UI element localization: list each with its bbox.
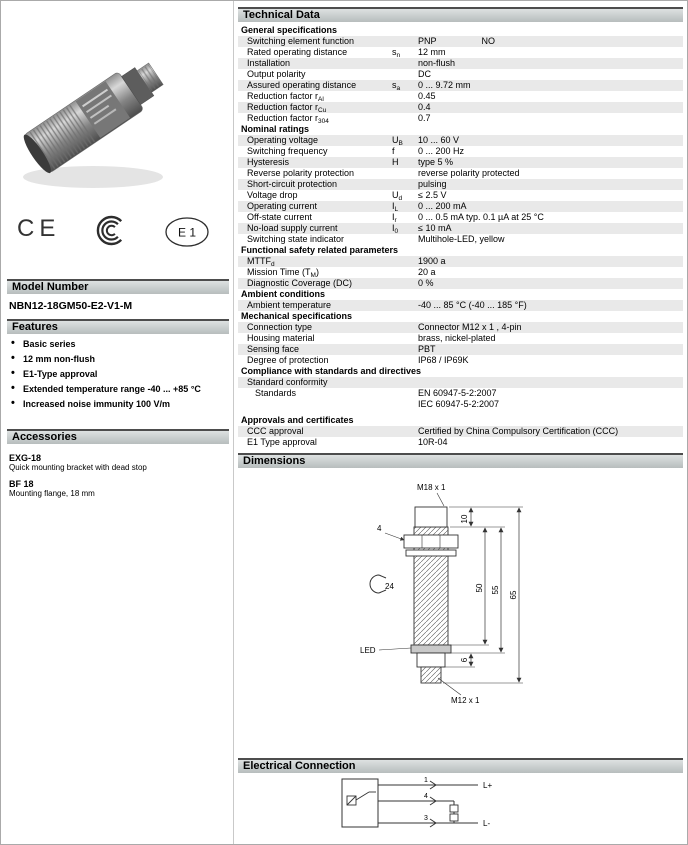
spec-symbol: $U_B$: [392, 135, 403, 147]
spec-symbol: $I_L$: [392, 201, 399, 213]
spec-value: brass, nickel-plated: [418, 333, 496, 343]
dim-led-label: LED: [360, 646, 376, 655]
spec-symbol: [392, 377, 418, 388]
spec-value: type 5 %: [418, 157, 454, 167]
accessory-description: Quick mounting bracket with dead stop: [9, 463, 147, 472]
spec-row: [238, 426, 683, 437]
certification-marks: [7, 211, 229, 257]
product-photo-image: [9, 11, 189, 209]
spec-section-header: Compliance with standards and directives: [238, 366, 683, 377]
spec-row: [238, 168, 683, 179]
spec-value: pulsing: [418, 179, 447, 189]
spec-symbol: [392, 91, 418, 102]
spec-label: Operating voltage: [247, 135, 319, 145]
spec-row: [238, 212, 683, 223]
spec-row: [238, 58, 683, 69]
spec-symbol: [392, 426, 418, 437]
accessory-description: Mounting flange, 18 mm: [9, 489, 95, 498]
spec-symbol: [392, 333, 418, 344]
supply-negative-label: L-: [483, 819, 491, 828]
dim-thread-top-label: M18 x 1: [417, 483, 446, 492]
spec-value-2: NO: [481, 36, 496, 46]
feature-item: • Extended temperature range -40 ... +85 °C: [11, 384, 207, 395]
spec-label: Reduction factor $r_{304}$: [247, 113, 329, 125]
spec-row: [238, 69, 683, 80]
spec-row: [238, 201, 683, 212]
spec-value: -40 ... 85 °C (-40 ... 185 °F): [418, 300, 527, 310]
spec-label: Reduction factor $r_{Cu}$: [247, 102, 327, 114]
spec-value: reverse polarity protected: [418, 168, 520, 178]
spec-symbol: $s_n$: [392, 47, 401, 59]
spec-label: Switching frequency: [247, 146, 328, 156]
spec-symbol: $s_a$: [392, 80, 401, 92]
spec-value: ≤ 2.5 V: [418, 190, 447, 200]
pin1-label: 1: [424, 777, 428, 784]
spec-label: Connection type: [247, 322, 313, 332]
spec-value: 12 mm: [418, 47, 446, 57]
spec-value: [418, 377, 683, 388]
e1-mark-icon: [163, 215, 213, 251]
dim-65-label: 65: [509, 590, 518, 600]
spec-label: Installation: [247, 58, 291, 68]
spec-label: Diagnostic Coverage (DC): [247, 278, 353, 288]
spec-value: 0.45: [418, 91, 436, 101]
spec-symbol: [392, 58, 418, 69]
features-header: Features: [7, 319, 229, 334]
spec-label: CCC approval: [247, 426, 304, 436]
dim-thread-bottom-label: M12 x 1: [451, 696, 480, 705]
spec-section-header: Functional safety related parameters: [238, 245, 683, 256]
spec-row: [238, 102, 683, 113]
spec-value: Certified by China Compulsory Certification (CCC): [418, 426, 619, 436]
dimensions-drawing: [311, 477, 591, 747]
feature-item: • Increased noise immunity 100 V/m: [11, 399, 207, 410]
spec-value: 10R-04: [418, 437, 448, 447]
spec-value: Multihole-LED, yellow: [418, 234, 505, 244]
spec-symbol: [392, 69, 418, 80]
spec-value: DC: [418, 69, 431, 79]
spec-row: [238, 146, 683, 157]
electrical-connection-header: Electrical Connection: [238, 758, 683, 773]
spec-label: Sensing face: [247, 344, 300, 354]
dim-nut-thickness-label: 4: [377, 524, 382, 533]
spec-row: [238, 223, 683, 234]
spec-value: 0.4: [418, 102, 431, 112]
spec-value: PNP NO: [418, 36, 496, 46]
spec-value: IP68 / IP69K: [418, 355, 469, 365]
technical-data-header: Technical Data: [238, 7, 683, 22]
dimensions-header: Dimensions: [238, 453, 683, 468]
spec-row: [238, 256, 683, 267]
ccc-mark-icon: [89, 213, 135, 249]
spec-section-header: Mechanical specifications: [238, 311, 683, 322]
accessory-name: EXG-18: [9, 453, 42, 463]
feature-item: • E1-Type approval: [11, 369, 207, 380]
spec-section-header: General specifications: [238, 25, 683, 36]
product-photo: [9, 11, 189, 209]
spec-symbol: [392, 113, 418, 124]
spec-label: Switching element function: [247, 36, 355, 46]
spec-value: 0.7: [418, 113, 431, 123]
dim-10-label: 10: [460, 514, 469, 524]
electrical-connection-diagram: [336, 771, 516, 841]
spec-row: [238, 437, 683, 448]
spec-symbol: [392, 256, 418, 267]
ce-mark-icon: CE: [17, 215, 61, 242]
spec-section-header: Nominal ratings: [238, 124, 683, 135]
spec-label: Reduction factor $r_{Al}$: [247, 91, 324, 103]
spec-row: [238, 377, 683, 388]
spec-label: Degree of protection: [247, 355, 329, 365]
spec-row: [238, 179, 683, 190]
dim-55-label: 55: [491, 585, 500, 595]
spec-symbol: [392, 322, 418, 333]
spec-row: [238, 344, 683, 355]
spec-value: 1900 a: [418, 256, 446, 266]
spec-row: [238, 91, 683, 102]
spec-symbol: [392, 344, 418, 355]
spec-row: [238, 388, 683, 410]
spec-value: 0 %: [418, 278, 434, 288]
spec-row: [238, 267, 683, 278]
spec-label: E1 Type approval: [247, 437, 317, 447]
supply-positive-label: L+: [483, 781, 493, 790]
spec-row: [238, 80, 683, 91]
spec-label: No-load supply current: [247, 223, 338, 233]
features-list: [11, 339, 207, 414]
electrical-connection-image: [336, 771, 516, 841]
dim-wrench-size-label: 24: [385, 582, 394, 591]
spec-row: [238, 135, 683, 146]
spec-symbol: [392, 267, 418, 278]
spec-label: Assured operating distance: [247, 80, 357, 90]
spec-row: [238, 355, 683, 366]
spec-symbol: [392, 355, 418, 366]
spec-row: [238, 47, 683, 58]
spec-label: Output polarity: [247, 69, 306, 79]
spec-value: Connector M12 x 1 , 4-pin: [418, 322, 522, 332]
spec-symbol: [392, 300, 418, 311]
spec-row: [238, 322, 683, 333]
model-number-value: NBN12-18GM50-E2-V1-M: [9, 300, 133, 312]
spec-value: EN 60947-5-2:2007 IEC 60947-5-2:2007: [418, 388, 500, 409]
spec-symbol: [392, 168, 418, 179]
spec-symbol: [392, 437, 418, 448]
e1-mark-label: E 1: [177, 225, 197, 240]
spec-label: Operating current: [247, 201, 318, 211]
spec-value: PBT: [418, 344, 436, 354]
spec-label: Switching state indicator: [247, 234, 345, 244]
dimensions-drawing-image: [311, 477, 591, 747]
spec-symbol: $I_0$: [392, 223, 399, 235]
spec-value: 10 ... 60 V: [418, 135, 460, 145]
spec-symbol: f: [392, 146, 395, 156]
spec-label: Rated operating distance: [247, 47, 348, 57]
spec-label: Short-circuit protection: [247, 179, 338, 189]
feature-item: • 12 mm non-flush: [11, 354, 207, 365]
spec-symbol: [392, 388, 418, 410]
spec-label: Ambient temperature: [247, 300, 332, 310]
pin3-label: 3: [424, 815, 428, 822]
spec-label: Standards: [255, 388, 297, 398]
spec-value: 0 ... 0.5 mA typ. 0.1 µA at 25 °C: [418, 212, 544, 222]
spec-row: [238, 333, 683, 344]
spec-label: Mission Time $(T_M)$: [247, 267, 319, 279]
spec-row: [238, 278, 683, 289]
spec-section-header: Approvals and certificates: [238, 415, 683, 426]
pin4-label: 4: [424, 793, 428, 800]
spec-label: Standard conformity: [247, 377, 328, 387]
spec-symbol: [392, 234, 418, 245]
accessory-name: BF 18: [9, 479, 34, 489]
accessories-list: [9, 447, 221, 499]
spec-value: 0 ... 9.72 mm: [418, 80, 471, 90]
spec-label: Hysteresis: [247, 157, 290, 167]
spec-value: ≤ 10 mA: [418, 223, 452, 233]
spec-symbol: [392, 278, 418, 289]
spec-label: Voltage drop: [247, 190, 298, 200]
spec-symbol: $U_d$: [392, 190, 403, 202]
spec-row: [238, 300, 683, 311]
model-number-header: Model Number: [7, 279, 229, 294]
spec-value: 0 ... 200 Hz: [418, 146, 465, 156]
spec-value: non-flush: [418, 58, 456, 68]
spec-label: Off-state current: [247, 212, 312, 222]
spec-value: 0 ... 200 mA: [418, 201, 467, 211]
spec-symbol: [392, 179, 418, 190]
spec-label: Reverse polarity protection: [247, 168, 355, 178]
spec-value: 20 a: [418, 267, 436, 277]
spec-row: [238, 234, 683, 245]
spec-symbol: [392, 102, 418, 113]
spec-row: [238, 113, 683, 124]
spec-label: $MTTF_d$: [247, 256, 275, 268]
spec-row: [238, 157, 683, 168]
accessories-header: Accessories: [7, 429, 229, 444]
spec-symbol: $I_r$: [392, 212, 397, 224]
feature-item: • Basic series: [11, 339, 207, 350]
spec-row: [238, 36, 683, 47]
spec-symbol: [392, 36, 418, 47]
spec-label: Housing material: [247, 333, 315, 343]
dim-50-label: 50: [475, 583, 484, 593]
technical-table: [238, 25, 683, 448]
dim-6-label: 6: [460, 657, 469, 663]
column-divider: [233, 1, 234, 845]
spec-row: [238, 190, 683, 201]
spec-symbol: H: [392, 157, 399, 167]
spec-section-header: Ambient conditions: [238, 289, 683, 300]
